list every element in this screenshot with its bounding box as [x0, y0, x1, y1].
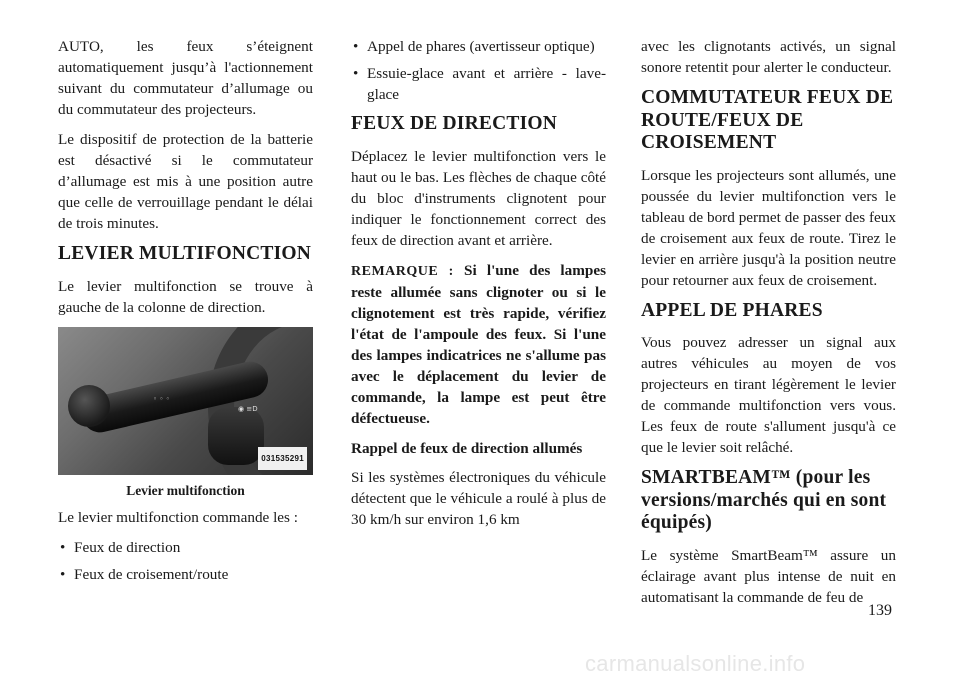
heading-smartbeam: SMARTBEAM™ (pour les versions/marchés qui en sont équipés)	[641, 467, 887, 533]
paragraph-lever-location: Le levier multifonction se trouve à gauche de la colonne de direction.	[58, 277, 313, 316]
bullet-list-controls-1	[58, 537, 313, 585]
paragraph-turn-signals: Déplacez le levier multifonction vers le haut ou le bas. Les flèches de chaque côté du bloc d'instruments clignotent pour indiquer le fonctionnement correct des feux de direction avant et arrière.	[351, 147, 606, 249]
note-body: Si l'une des lampes reste allumée sans clignoter ou si le clignotement est très rapide, vérifiez l'état de l'ampoule des feux. Si l'une des lampes indicatrices ne s'allume pas avec le déplacement du levier de commande, la lampe est peut être défectueuse.	[351, 261, 606, 427]
bullet-list-controls-2	[351, 36, 606, 105]
heading-multifunction-lever: LEVIER MULTIFONCTION	[58, 243, 312, 264]
list-item: • Essuie-glace avant et arrière - lave-glace	[351, 63, 606, 105]
list-item: • Appel de phares (avertisseur optique)	[351, 36, 606, 57]
figure-code-label: 031535291	[258, 447, 307, 470]
paragraph-beam-switch: Lorsque les projecteurs sont allumés, une poussée du levier multifonction vers le tableau de bord permet de passer des feux de croisement aux feux de route. Tirez le levier en arrière jusqu'à la position neutre pour retourner aux feux de croisement.	[641, 166, 896, 289]
note-bulb-warning	[351, 260, 606, 429]
figure-multifunction-lever	[58, 327, 313, 501]
paragraph-lever-controls: Le levier multifonction commande les :	[58, 508, 298, 526]
column-right	[641, 36, 896, 617]
column-left	[58, 36, 313, 591]
multifunction-lever-photo: ◦ ◦ ◦ ◉ ≡D 031535291	[58, 327, 313, 475]
figure-caption: Levier multifonction	[126, 482, 245, 498]
note-label: REMARQUE :	[351, 263, 454, 279]
paragraph-battery-protection: Le dispositif de protection de la batterie est désactivé si le commutateur d’allumage est mis à une position autre que celle de verrouillage pendant le délai de trois minutes.	[58, 131, 313, 232]
paragraph-reminder: Si les systèmes électroniques du véhicule détectent que le véhicule a roulé à plus de 30 km/h sur environ 1,6 km	[351, 468, 606, 528]
watermark-text: carmanualsonline.info	[585, 651, 806, 676]
heading-beam-switch: COMMUTATEUR FEUX DE ROUTE/FEUX DE CROISEMENT	[641, 87, 894, 153]
subheading-turn-signal-reminder: Rappel de feux de direction allumés	[351, 439, 583, 457]
list-item: • Feux de croisement/route	[58, 564, 313, 585]
paragraph-flash-to-pass: Vous pouvez adresser un signal aux autres véhicules au moyen de vos projecteurs en tirant légèrement le levier de commande multifonction vers vous. Les feux de route s'allument jusqu'à ce que le levier soit relâché.	[641, 334, 896, 456]
page-number: 139	[868, 602, 892, 619]
list-item: • Feux de direction	[58, 537, 313, 558]
heading-turn-signals: FEUX DE DIRECTION	[351, 113, 558, 134]
column-middle	[351, 36, 606, 539]
paragraph-reminder-cont: avec les clignotants activés, un signal sonore retentit pour alerter le conducteur.	[641, 38, 896, 76]
paragraph-smartbeam: Le système SmartBeam™ assure un éclairage avant plus intense de nuit en automatisant la commande de feu de	[641, 546, 896, 606]
paragraph-auto-lights: AUTO, les feux s’éteignent automatiquement jusqu’à l'actionnement suivant du commutateur d’allumage ou du commutateur des projecteurs.	[58, 38, 313, 118]
heading-flash-to-pass: APPEL DE PHARES	[641, 299, 823, 321]
